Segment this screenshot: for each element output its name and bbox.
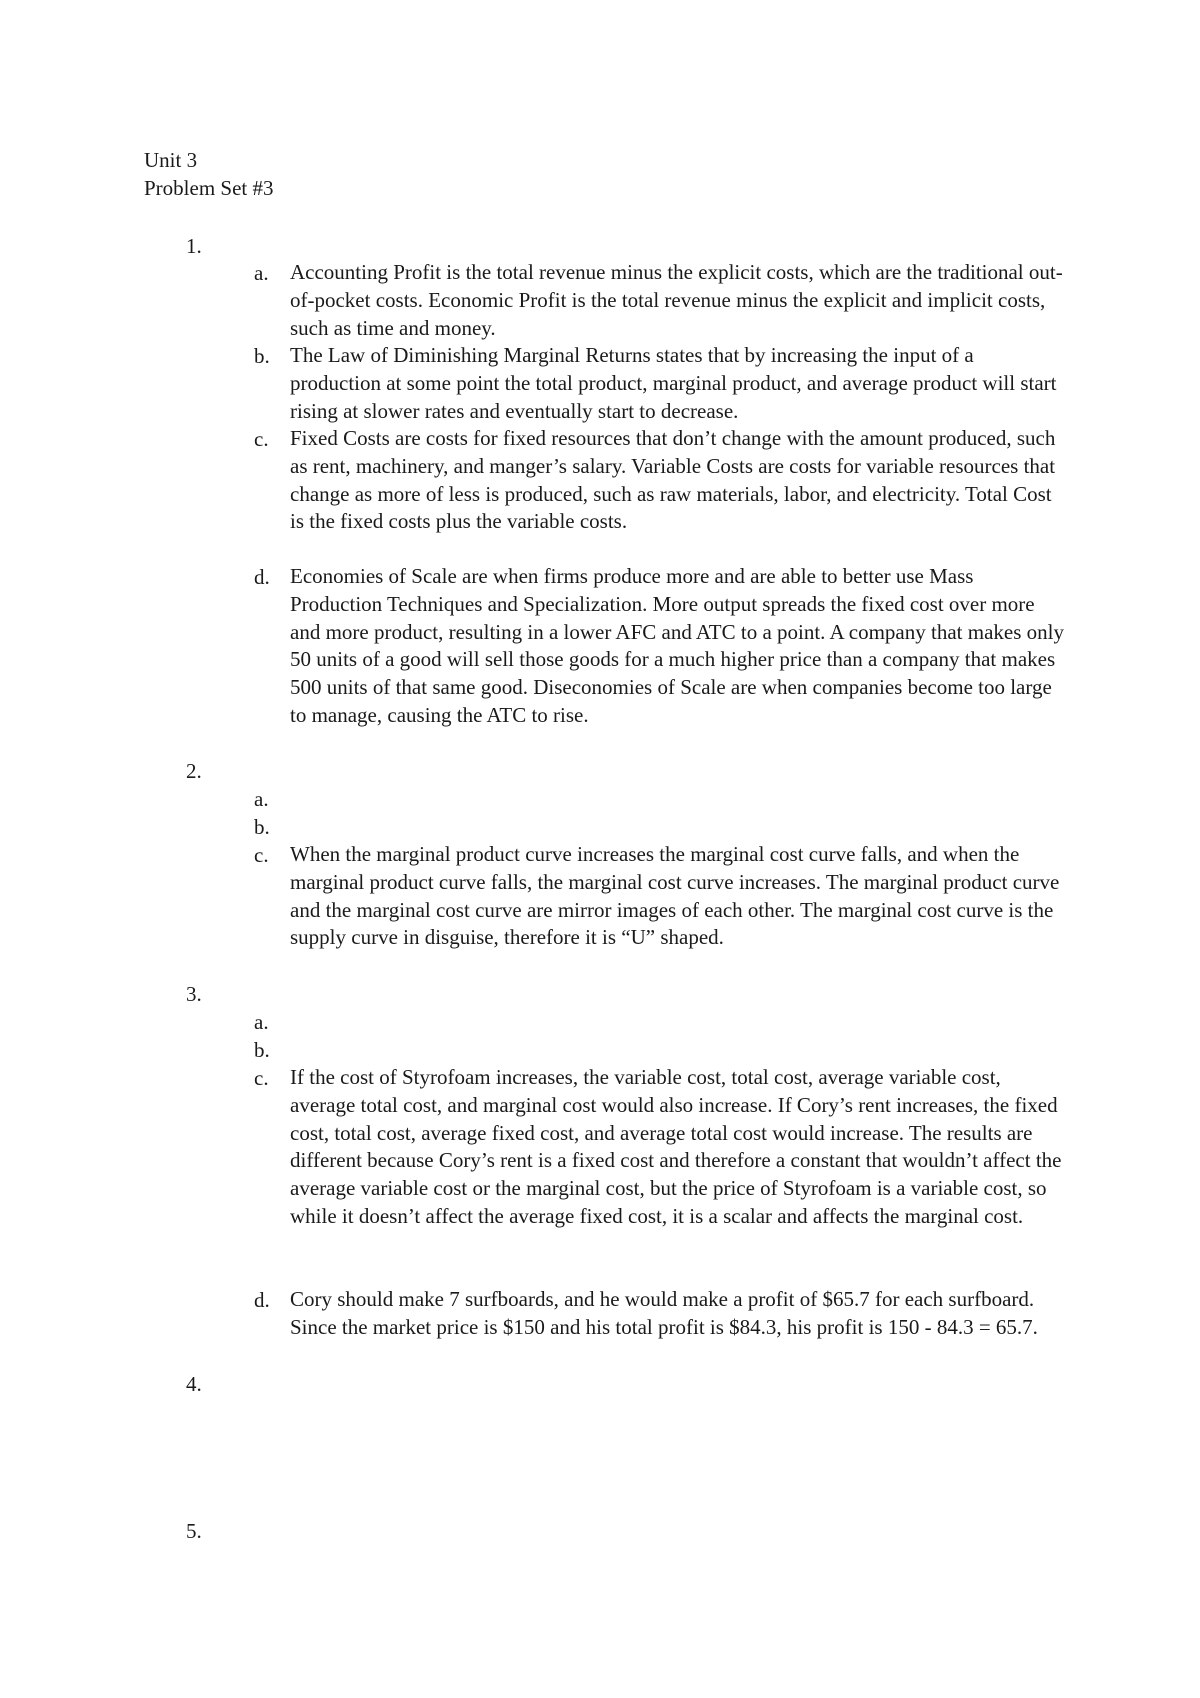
question-number: 5.	[186, 1519, 202, 1543]
part-answer: Economies of Scale are when firms produce more and are able to better use Mass Production Techniques and Specialization. More output spreads the fixed cost over more and more product, resulting in a lower AFC and ATC to a point. A company that makes only 50 units of a good will sell those goods for a much higher price than a company that makes 500 units of that same good. Diseconomies of Scale are when companies become too large to manage, causing the ATC to rise.	[290, 564, 1064, 727]
part-answer: Accounting Profit is the total revenue minus the explicit costs, which are the traditional out-of-pocket costs. Economic Profit is the total revenue minus the explicit and implicit costs, such as time and money.	[290, 260, 1063, 340]
question-number: 4.	[186, 1372, 202, 1396]
part-letter: a.	[254, 787, 269, 811]
part-answer: When the marginal product curve increases the marginal cost curve falls, and when the marginal product curve falls, the marginal cost curve increases. The marginal product curve and the marginal cost curve are mirror images of each other. The marginal cost curve is the supply curve in disguise, therefore it is “U” shaped.	[290, 842, 1060, 950]
part-letter: b.	[254, 344, 270, 368]
part-letter: c.	[254, 843, 269, 867]
part-letter: d.	[254, 1288, 270, 1312]
part-answer: Cory should make 7 surfboards, and he would make a profit of $65.7 for each surfboard. Since the market price is $150 and his total profit is $84.3, his profit is 150 - 84.3 = 65.7.	[290, 1287, 1038, 1339]
part-answer: If the cost of Styrofoam increases, the variable cost, total cost, average variable cost, average total cost, and marginal cost would also increase. If Cory’s rent increases, the fixed cost, total cost, average fixed cost, and average total cost would increase. The results are different because Cory’s rent is a fixed cost and therefore a constant that wouldn’t affect the average variable cost or the marginal cost, but the price of Styrofoam is a variable cost, so while it doesn’t affect the average fixed cost, it is a scalar and affects the marginal cost.	[290, 1065, 1062, 1228]
part-answer: Fixed Costs are costs for fixed resources that don’t change with the amount produced, such as rent, machinery, and manger’s salary. Variable Costs are costs for variable resources that change as more of less is produced, such as raw materials, labor, and electricity. Total Cost is the fixed costs plus the variable costs.	[290, 426, 1056, 534]
part-letter: a.	[254, 261, 269, 285]
question-number: 2.	[186, 759, 202, 783]
question-number: 1.	[186, 234, 202, 258]
part-letter: d.	[254, 565, 270, 589]
part-letter: c.	[254, 427, 269, 451]
problem-set-title: Problem Set #3	[144, 176, 274, 200]
part-letter: b.	[254, 1038, 270, 1062]
part-answer: The Law of Diminishing Marginal Returns states that by increasing the input of a production at some point the total product, marginal product, and average product will start rising at slower rates and eventually start to decrease.	[290, 343, 1057, 423]
question-number: 3.	[186, 982, 202, 1006]
unit-title: Unit 3	[144, 148, 198, 172]
part-letter: c.	[254, 1066, 269, 1090]
part-letter: a.	[254, 1010, 269, 1034]
part-letter: b.	[254, 815, 270, 839]
